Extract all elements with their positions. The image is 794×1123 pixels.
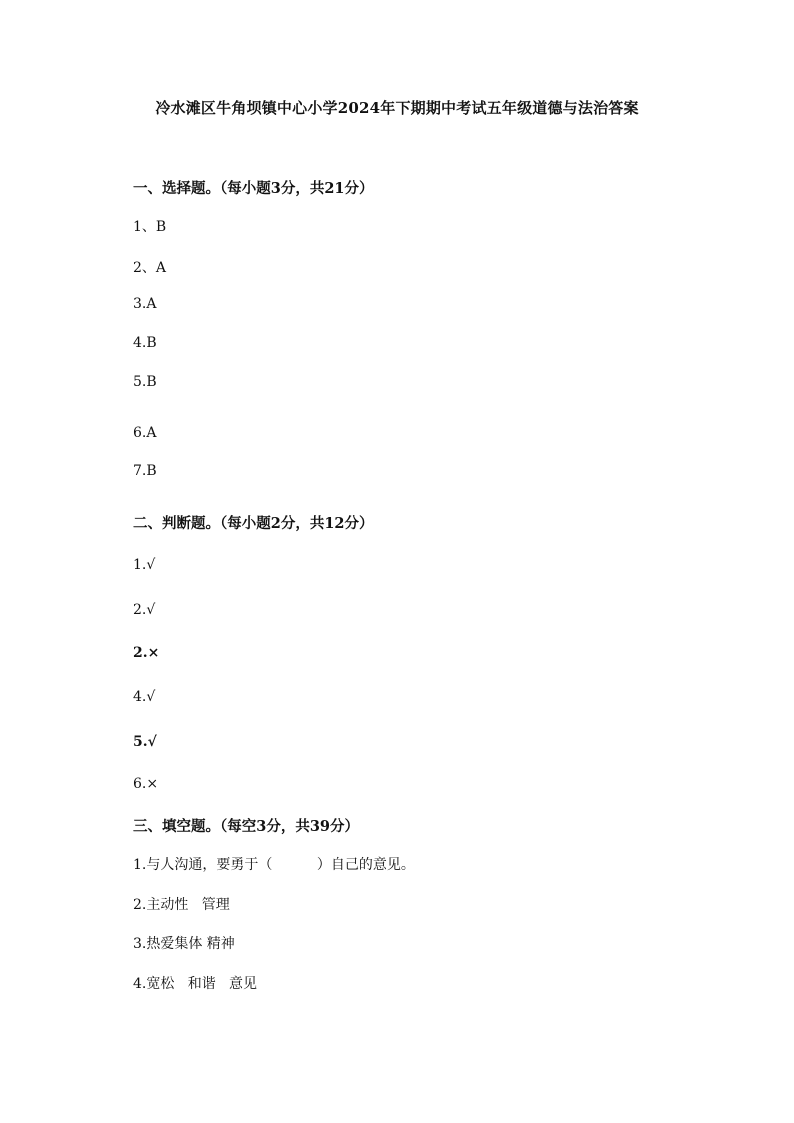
judge-answer-4: 4.√	[133, 689, 156, 705]
judge-answer-6: 6.×	[133, 776, 159, 792]
judge-answer-2: 2.√	[133, 602, 156, 618]
judge-answer-3: 2.×	[133, 645, 160, 661]
section-heading-judge: 二、判断题。（每小题2分，共12分）	[133, 515, 374, 532]
fill-answer-4: 4.宽松 和谐 意见	[133, 976, 258, 992]
choice-answer-5: 5.B	[133, 374, 157, 390]
section-heading-choice: 一、选择题。（每小题3分，共21分）	[133, 180, 374, 197]
fill-answer-1: 1.与人沟通，要勇于（ ）自己的意见。	[133, 857, 415, 873]
fill-answer-2: 2.主动性 管理	[133, 897, 230, 913]
choice-answer-4: 4.B	[133, 335, 157, 351]
choice-answer-1: 1、B	[133, 219, 167, 235]
choice-answer-3: 3.A	[133, 296, 157, 312]
fill-answer-3: 3.热爱集体 精神	[133, 936, 235, 952]
section-heading-fill: 三、填空题。（每空3分，共39分）	[133, 818, 360, 835]
choice-answer-2: 2、A	[133, 260, 167, 276]
judge-answer-1: 1.√	[133, 557, 156, 573]
judge-answer-5: 5.√	[133, 734, 157, 750]
document-title: 冷水滩区牛角坝镇中心小学2024年下期期中考试五年级道德与法治答案	[155, 99, 639, 117]
choice-answer-6: 6.A	[133, 425, 157, 441]
choice-answer-7: 7.B	[133, 463, 157, 479]
